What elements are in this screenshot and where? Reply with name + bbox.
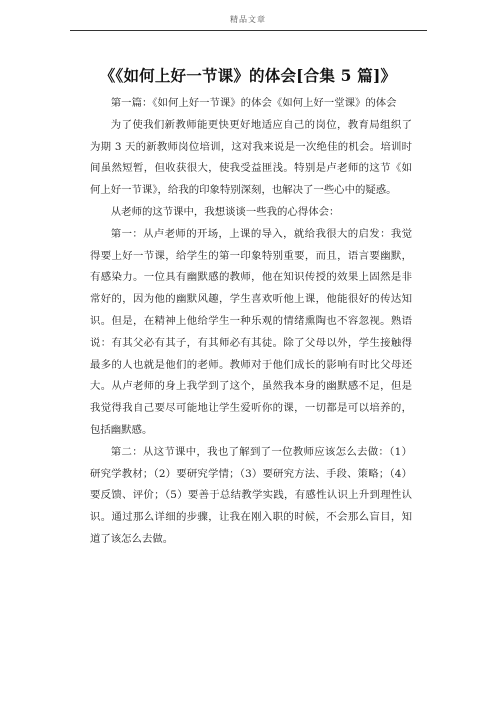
- document-title: 《《如何上好一节课》的体会[合集 5 篇]》: [99, 66, 397, 85]
- paragraph-2: 为了使我们新教师能更快更好地适应自己的岗位，教育局组织了为期 3 天的新教师岗位培训，这对我来说是一次绝佳的机会。培训时间虽然短暂，但收获很大，使我受益匪浅。特别是卢老师的这节《如何上好一节课》，给我的印象特别深刻，也解决了一些心中的疑惑。: [90, 118, 412, 197]
- header-divider: [70, 30, 427, 31]
- paragraph-5: 第二：从这节课中，我也了解到了一位教师应该怎么去做：（1）研究学教材；（2）要研究学情；（3）要研究方法、手段、策略；（4）要反馈、评价；（5）要善于总结教学实践，有感性认识上升到理性认识。通过那么详细的步骤，让我在刚入职的时候，不会那么盲目，知道了该怎么去做。: [90, 445, 412, 545]
- paragraph-4: 第一：从卢老师的开场，上课的导入，就给我很大的启发：我觉得要上好一节课，给学生的第一印象特别重要，而且，语言要幽默，有感染力。一位具有幽默感的教师，他在知识传授的效果上固然是非常好的，因为他的幽默风趣，学生喜欢听他上课，他能很好的传达知识。但是，在精神上他给学生一种乐观的情绪熏陶也不容忽视。熟语说：有其父必有其子，有其师必有其徒。除了父母以外，学生接触得最多的人也就是他们的老师。教师对于他们成长的影响有时比父母还大。从卢老师的身上我学到了这个，虽然我本身的幽默感不足，但是我觉得我自己要尽可能地让学生爱听你的课，一切都是可以培养的，包括幽默感。: [90, 227, 412, 436]
- paragraph-1: 第一篇：《如何上好一节课》的体会《如何上好一堂课》的体会: [110, 97, 397, 109]
- paragraph-3: 从老师的这节课中，我想谈谈一些我的心得体会：: [110, 205, 340, 218]
- document-body: [90, 93, 412, 551]
- header-label: 精品文章: [230, 15, 266, 24]
